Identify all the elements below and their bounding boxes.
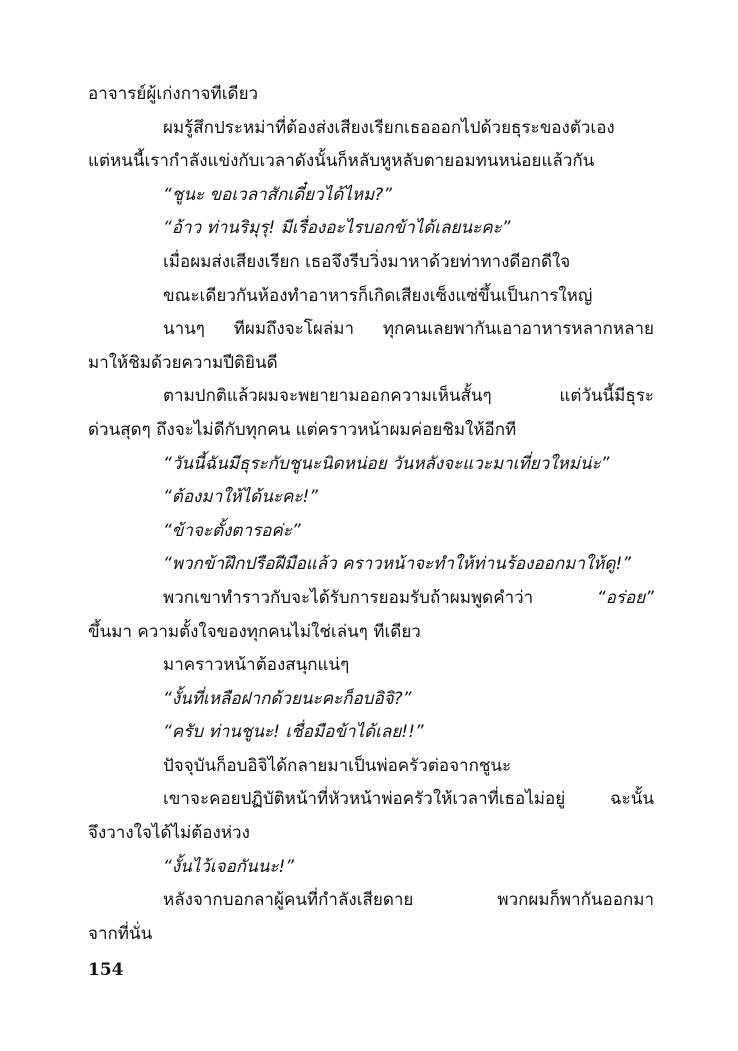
text-segment: พวกเขาทำราวกับจะได้รับการยอมรับถ้าผมพูดคำว่า xyxy=(163,587,597,608)
text-line: จึงวางใจได้ไม่ต้องห่วง xyxy=(88,823,250,844)
dialogue-line: “งั้นไว้เจอกันนะ!” xyxy=(163,856,295,877)
text-line: แต่หนนี้เรากำลังแข่งกับเวลาดังนั้นก็หลับหูหลับตายอมทนหน่อยแล้วกัน xyxy=(88,151,595,172)
body-text xyxy=(88,78,654,951)
paragraph-first-line xyxy=(88,582,654,616)
dialogue-line: “วันนี้ฉันมีธุระกับชูนะนิดหน่อย วันหลังจะแวะมาเที่ยวใหม่น่ะ” xyxy=(163,453,610,474)
emphasized-word: “อร่อย” xyxy=(596,587,654,608)
dialogue-line: “อ้าว ท่านริมุรุ! มีเรื่องอะไรบอกข้าได้เลยนะคะ” xyxy=(163,218,511,239)
dialogue-line: “งั้นที่เหลือฝากด้วยนะคะก็อบอิจิ?” xyxy=(163,688,412,709)
dialogue-line: “ต้องมาให้ได้นะคะ!” xyxy=(163,487,319,508)
paragraph-first-line: เขาจะคอยปฏิบัติหน้าที่หัวหน้าพ่อครัวให้เวลาที่เธอไม่อยู่ ฉะนั้น xyxy=(163,789,654,810)
paragraph-first-line: นานๆ ทีผมถึงจะโผล่มา ทุกคนเลยพากันเอาอาหารหลากหลาย xyxy=(163,319,654,340)
dialogue-line: “พวกข้าฝึกปรือฝีมือแล้ว คราวหน้าจะทำให้ท่านร้องออกมาให้ดู!” xyxy=(163,554,632,575)
dialogue-line: “ชูนะ ขอเวลาสักเดี๋ยวได้ไหม?” xyxy=(163,184,393,205)
paragraph-first-line: ปัจจุบันก็อบอิจิได้กลายมาเป็นพ่อครัวต่อจากชูนะ xyxy=(163,755,512,776)
dialogue-line: “ครับ ท่านชูนะ! เชื่อมือข้าได้เลย!!” xyxy=(163,722,424,743)
text-line: จากที่นั่น xyxy=(88,923,153,944)
paragraph-first-line: ขณะเดียวกันห้องทำอาหารก็เกิดเสียงเซ็งแซ่ขึ้นเป็นการใหญ่ xyxy=(163,285,593,306)
paragraph-first-line: หลังจากบอกลาผู้คนที่กำลังเสียดาย พวกผมก็พากันออกมา xyxy=(163,890,654,911)
paragraph-first-line: มาคราวหน้าต้องสนุกแน่ๆ xyxy=(163,655,350,676)
paragraph-first-line: เมื่อผมส่งเสียงเรียก เธอจึงรีบวิ่งมาหาด้วยท่าทางดีอกดีใจ xyxy=(163,251,571,272)
text-line: ขึ้นมา ความตั้งใจของทุกคนไม่ใช่เล่นๆ ทีเดียว xyxy=(88,621,421,642)
paragraph-first-line: ผมรู้สึกประหม่าที่ต้องส่งเสียงเรียกเธอออกไปด้วยธุระของตัวเอง xyxy=(163,117,615,138)
text-line: มาให้ชิมด้วยความปีติยินดี xyxy=(88,352,278,373)
text-line: อาจารย์ผู้เก่งกาจทีเดียว xyxy=(88,84,259,104)
text-line: ด่วนสุดๆ ถึงจะไม่ดีกับทุกคน แต่คราวหน้าผมค่อยชิมให้อีกที xyxy=(88,419,517,440)
paragraph-first-line: ตามปกติแล้วผมจะพยายามออกความเห็นสั้นๆ แต่วันนี้มีธุระ xyxy=(163,386,654,407)
page-number: 154 xyxy=(88,960,124,980)
dialogue-line: “ข้าจะตั้งตารอค่ะ” xyxy=(163,520,301,541)
